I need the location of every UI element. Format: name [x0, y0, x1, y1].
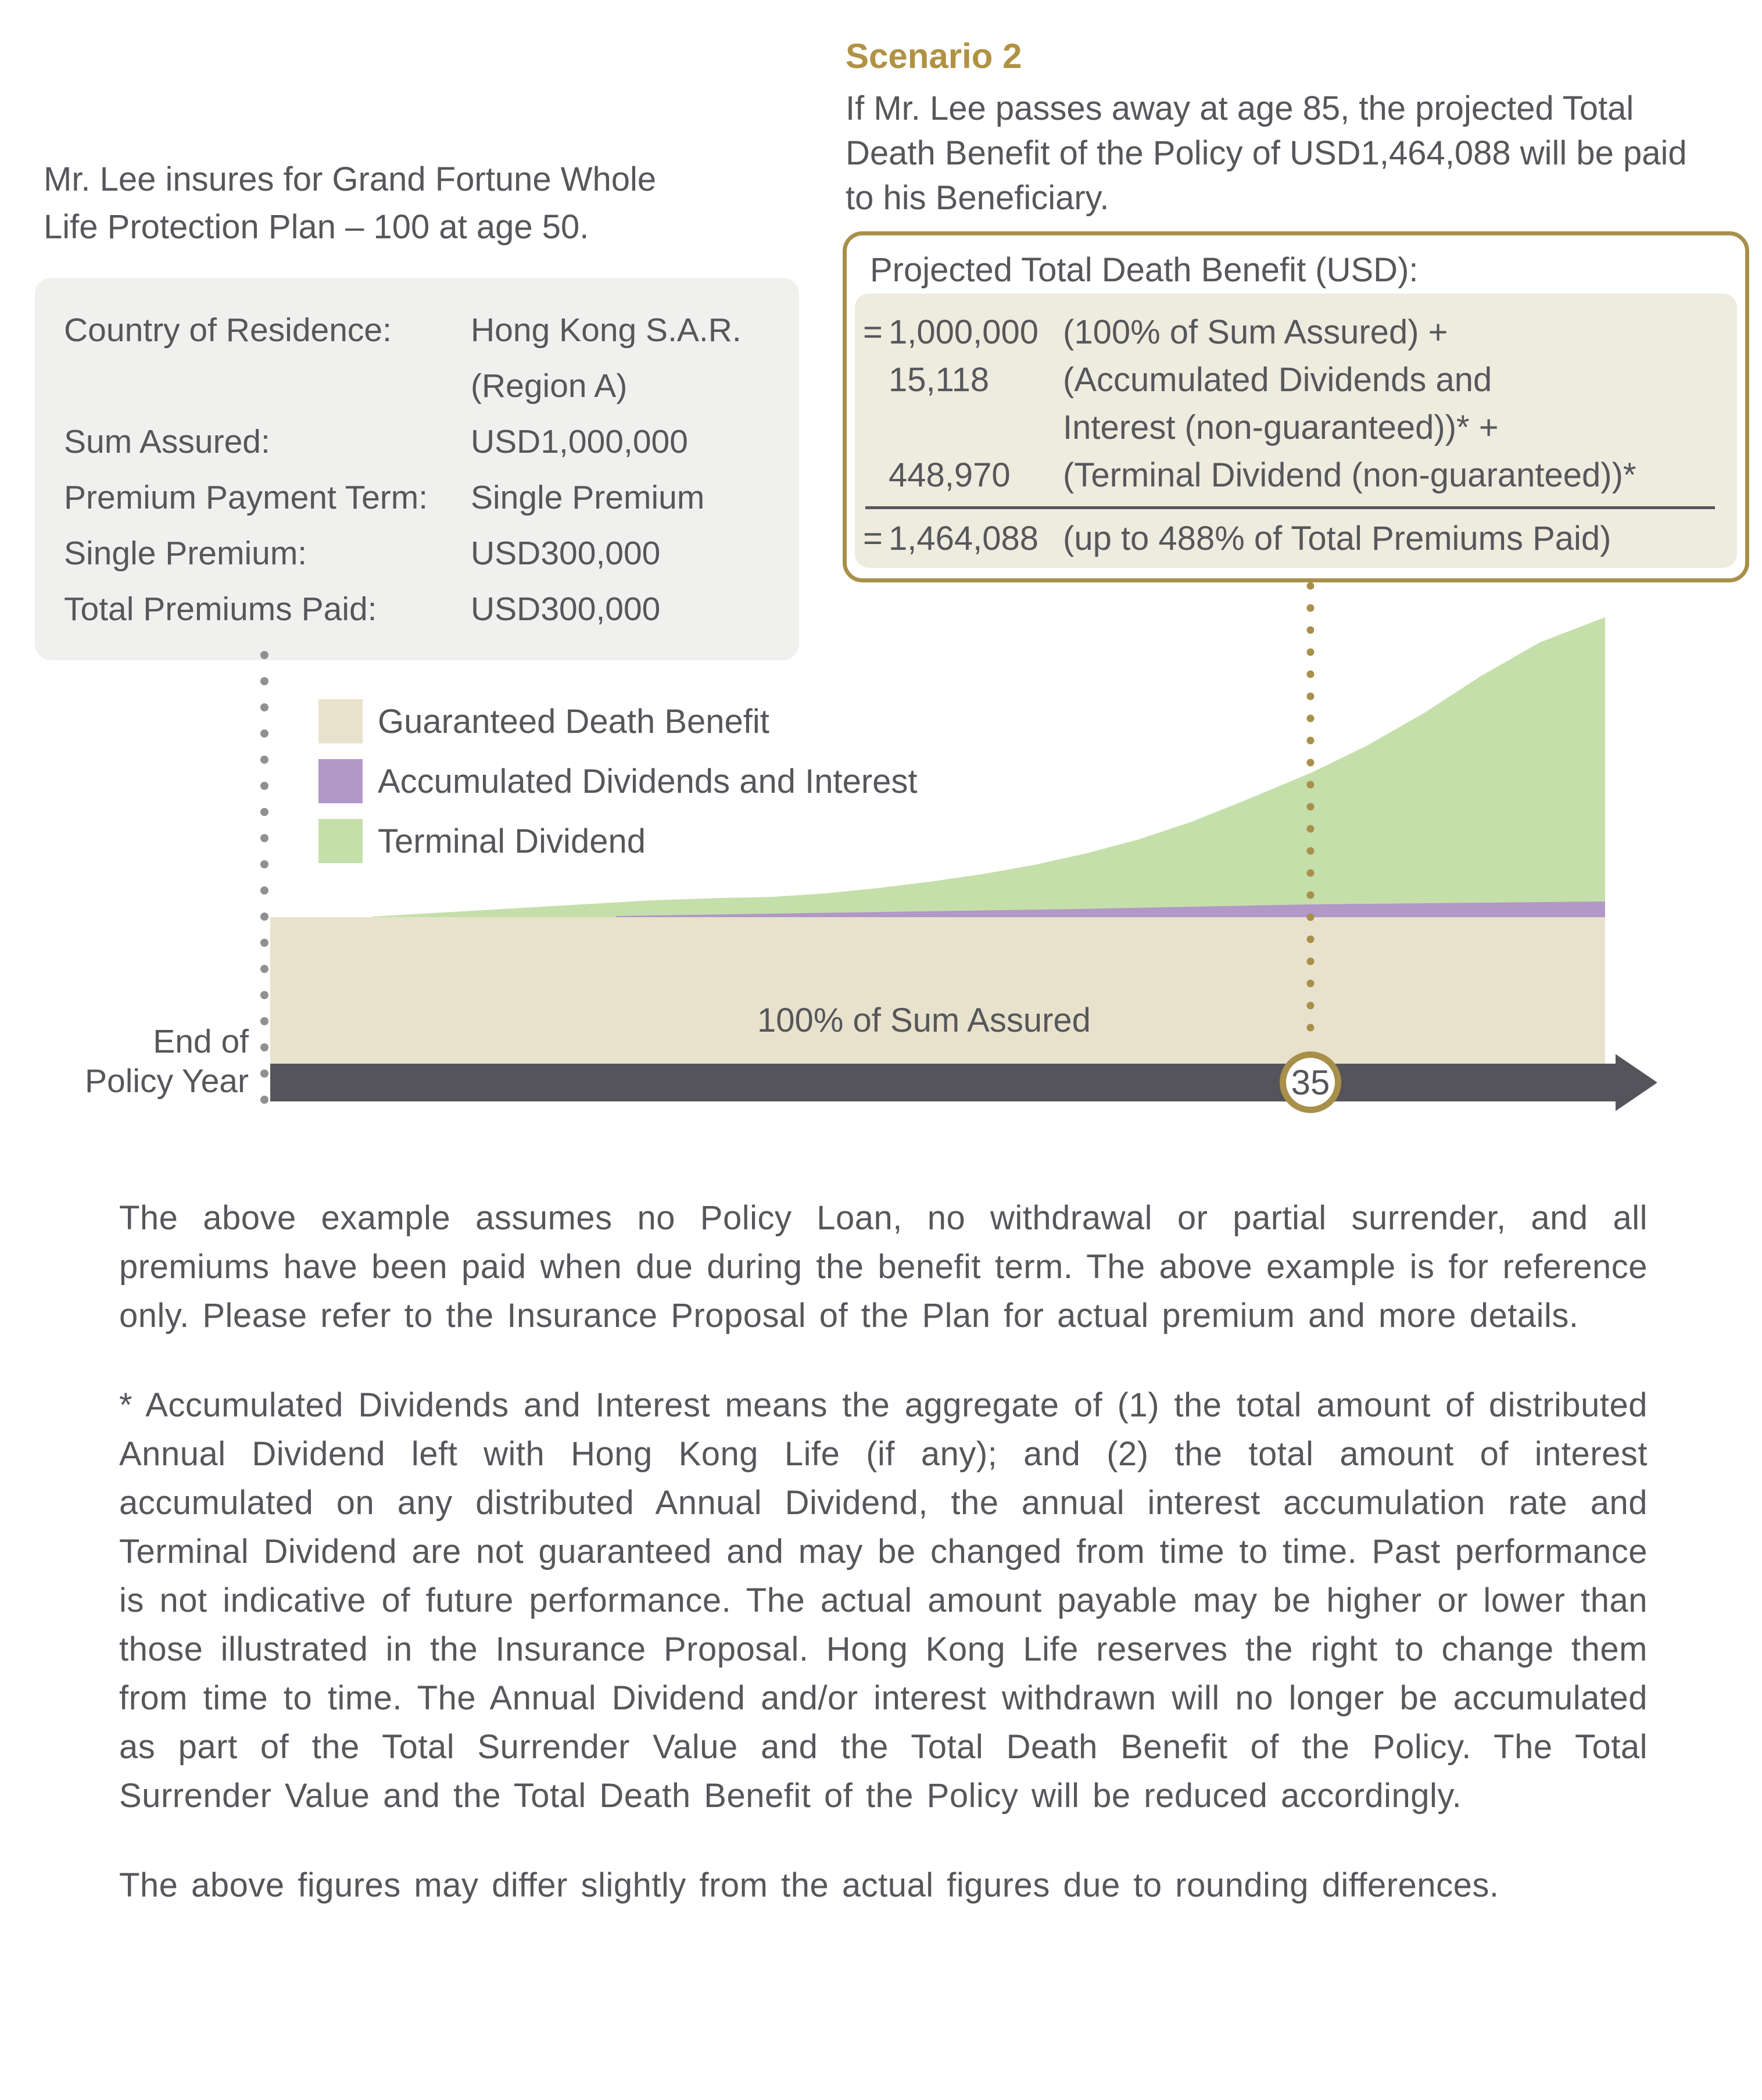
guaranteed-death-benefit-swatch [318, 699, 363, 743]
benefit-description: (Accumulated Dividends and [1063, 361, 1492, 399]
left-dotted-guide-dot [260, 965, 268, 973]
benefit-equals: = [863, 313, 883, 351]
benefit-box-header: Projected Total Death Benefit (USD): [870, 251, 1419, 289]
disclaimer-paragraph-2: * Accumulated Dividends and Interest means the aggregate of (1) the total amount of distributed Annual Dividend left with Hong Kong Life (if any); and (2) the total amount of interest accumulated on any distributed Annual Dividend, the annual interest accumulation rate and Terminal Dividend are not guaranteed and may be changed from time to time. Past performance is not indicative of future performance. The actual amount payable may be higher or lower than those illustrated in the Insurance Proposal. Hong Kong Life reserves the right to change them from time to time. The Annual Dividend and/or interest withdrawn will no longer be accumulated as part of the Total Surrender Value and the Total Death Benefit of the Policy. The Total Surrender Value and the Total Death Benefit of the Policy will be reduced accordingly. [119, 1386, 1648, 1815]
year-35-dotted-guide-dot [1307, 870, 1315, 877]
year-35-dotted-guide-dot [1307, 980, 1315, 988]
benefit-total-description: (up to 488% of Total Premiums Paid) [1063, 520, 1611, 557]
left-dotted-guide-dot [260, 651, 268, 659]
left-dotted-guide-dot [260, 834, 268, 842]
benefit-total-amount: 1,464,088 [889, 520, 1039, 557]
left-dotted-guide-dot [260, 1043, 268, 1051]
benefit-total-row [863, 515, 1723, 563]
left-dotted-guide-dot [260, 991, 268, 999]
x-axis-title [58, 1022, 249, 1101]
legend-label: Accumulated Dividends and Interest [378, 762, 918, 800]
benefit-equals [863, 452, 889, 499]
year-35-dotted-guide-dot [1307, 936, 1315, 943]
legend-item-accumulated-dividends [318, 759, 918, 803]
year-35-dotted-guide-dot [1307, 847, 1315, 855]
terminal-dividend-swatch [318, 819, 363, 863]
benefit-row [863, 309, 1723, 356]
benefit-calculation-panel [855, 294, 1737, 568]
year-35-dotted-guide-dot [1307, 914, 1315, 921]
benefit-amount: 1,000,000 [889, 313, 1039, 351]
policy-info-value: Single Premium [471, 479, 705, 516]
year-35-dotted-guide-dot [1307, 1024, 1315, 1032]
legend-item-terminal-dividend [318, 819, 918, 863]
left-dotted-guide-dot [260, 756, 268, 764]
benefit-row [863, 356, 1723, 404]
year-35-dotted-guide-dot [1307, 693, 1315, 700]
policy-info-value: USD300,000 [471, 591, 661, 628]
year-35-dotted-guide-dot [1307, 649, 1315, 656]
left-dotted-guide-dot [260, 782, 268, 790]
legend-label: Guaranteed Death Benefit [378, 702, 769, 740]
scenario-description: If Mr. Lee passes away at age 85, the projected Total Death Benefit of the Policy of USD1,464,088 will be paid to his Beneficiary. [846, 90, 1687, 217]
left-dotted-guide-dot [260, 1096, 268, 1104]
benefit-description: (Terminal Dividend (non-guaranteed))* [1063, 456, 1636, 494]
policy-info-label: Total Premiums Paid: [64, 591, 377, 628]
left-dotted-guide-dot [260, 808, 268, 816]
left-dotted-guide-dot [260, 939, 268, 947]
disclaimer-paragraph-1: The above example assumes no Policy Loan, no withdrawal or partial surrender, and all premiums have been paid when due during the benefit term. The above example is for reference only. Please refer to the Insurance Proposal of the Plan for actual premium and more details. [119, 1199, 1648, 1335]
x-axis-bar [270, 1064, 1616, 1101]
left-dotted-guide-dot [260, 860, 268, 868]
benefit-box [843, 231, 1749, 582]
benefit-row [863, 452, 1723, 499]
legend-label: Terminal Dividend [378, 822, 646, 860]
benefit-amount: 448,970 [889, 456, 1011, 494]
year-35-dotted-guide-dot [1307, 759, 1315, 767]
benefit-equals: = [863, 520, 883, 557]
legend-item-guaranteed-death-benefit [318, 699, 918, 743]
guaranteed-death-benefit-area [270, 917, 1605, 1064]
benefit-description: (100% of Sum Assured) + [1063, 313, 1448, 351]
policy-info-row [64, 302, 770, 358]
policy-info-label [64, 358, 471, 414]
left-dotted-guide-dot [260, 677, 268, 685]
benefit-amount [889, 404, 1063, 452]
disclaimer-paragraph-3: The above figures may differ slightly from the actual figures due to rounding differences. [119, 1866, 1499, 1904]
accumulated-dividends-swatch [318, 759, 363, 803]
policy-year-35-marker: 35 [1280, 1051, 1341, 1113]
policy-info-label: Premium Payment Term: [64, 479, 428, 516]
policy-info-row [64, 525, 770, 581]
policy-info-label: Sum Assured: [64, 423, 270, 460]
benefit-equals [863, 356, 889, 404]
policy-info-label: Country of Residence: [64, 312, 392, 349]
x-axis-title-line1: End of [153, 1023, 249, 1060]
year-35-dotted-guide-dot [1307, 1002, 1315, 1010]
year-35-dotted-guide-dot [1307, 604, 1315, 612]
left-dotted-guide-dot [260, 1017, 268, 1025]
policy-info-label: Single Premium: [64, 535, 307, 572]
left-dotted-guide-dot [260, 886, 268, 895]
year-35-dotted-guide-dot [1307, 737, 1315, 745]
disclaimer-section [119, 1194, 1648, 1910]
policy-info-value: (Region A) [471, 367, 628, 405]
year-35-dotted-guide-dot [1307, 958, 1315, 965]
benefit-sum-divider [865, 506, 1715, 509]
benefit-description: Interest (non-guaranteed))* + [1063, 409, 1499, 446]
policy-info-row [64, 414, 770, 470]
scenario-title: Scenario 2 [846, 37, 1022, 76]
benefit-row [863, 404, 1723, 452]
chart-legend [318, 699, 918, 879]
intro-text: Mr. Lee insures for Grand Fortune Whole Life Protection Plan – 100 at age 50. [44, 160, 657, 246]
left-dotted-guide-dot [260, 1069, 268, 1078]
year-35-dotted-guide-dot [1307, 627, 1315, 634]
year-35-dotted-guide-dot [1307, 781, 1315, 789]
policy-info-value: USD1,000,000 [471, 423, 688, 460]
benefit-amount: 15,118 [889, 361, 990, 399]
policy-info-row [64, 358, 770, 414]
death-benefit-chart [0, 581, 1762, 1139]
policy-info-value: USD300,000 [471, 535, 661, 572]
benefit-equals [863, 404, 889, 452]
left-dotted-guide-dot [260, 913, 268, 921]
x-axis-title-line2: Policy Year [84, 1062, 249, 1100]
year-35-dotted-guide-dot [1307, 582, 1315, 590]
x-axis-arrowhead [1616, 1054, 1657, 1111]
year-35-dotted-guide-dot [1307, 803, 1315, 811]
year-35-dotted-guide-dot [1307, 892, 1315, 899]
year-35-dotted-guide-dot [1307, 715, 1315, 722]
policy-info-row [64, 470, 770, 525]
year-35-dotted-guide-dot [1307, 671, 1315, 678]
sum-assured-area-label: 100% of Sum Assured [757, 1001, 1091, 1039]
policy-info-value: Hong Kong S.A.R. [471, 312, 742, 349]
left-dotted-guide-dot [260, 703, 268, 711]
left-dotted-guide-dot [260, 729, 268, 738]
year-35-dotted-guide-dot [1307, 825, 1315, 833]
